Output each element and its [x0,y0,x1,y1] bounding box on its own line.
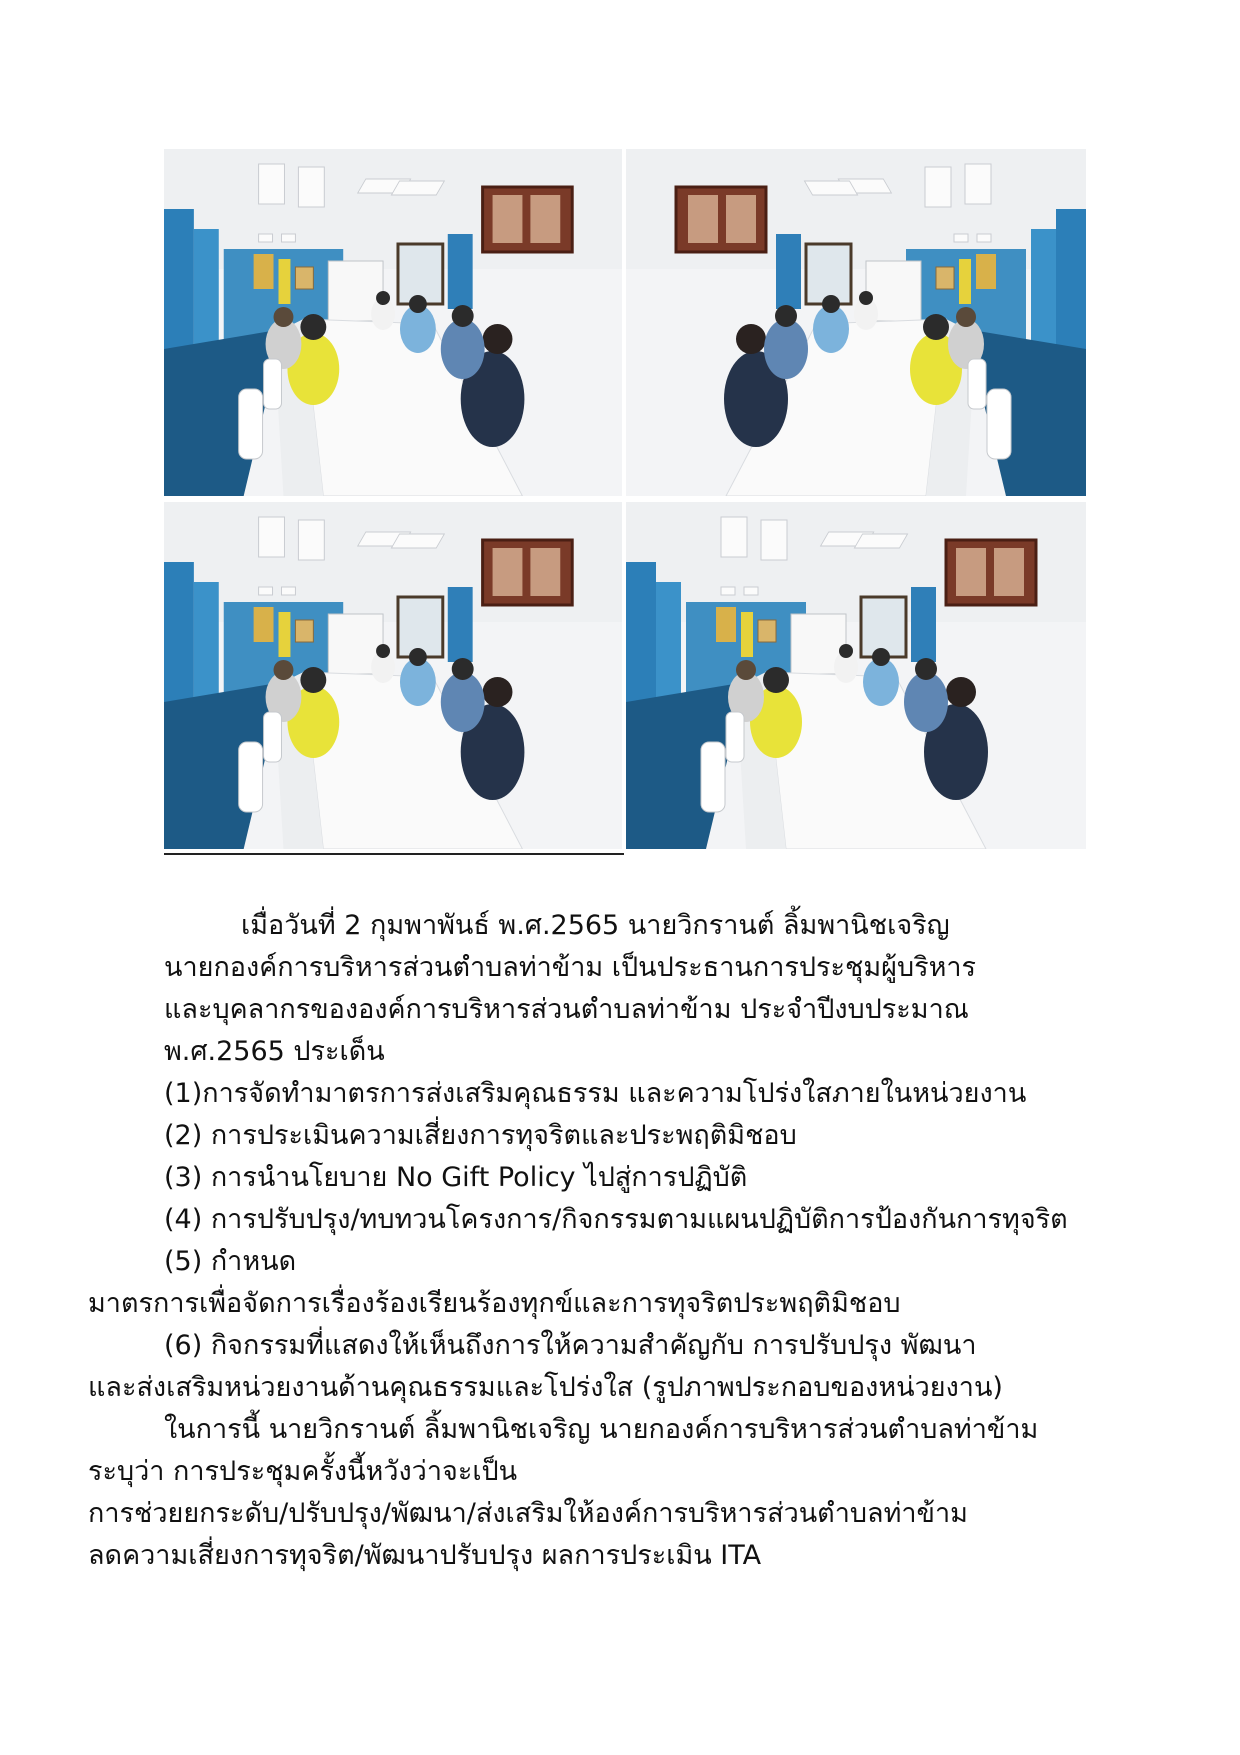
issue-5-cont: มาตรการเพื่อจัดการเรื่องร้องเรียนร้องทุกข์และการทุจริตประพฤติมิชอบ [88,1288,901,1319]
closing-line-4: ลดความเสี่ยงการทุจริต/พัฒนาปรับปรุง ผลการประเมิน ITA [88,1540,762,1571]
body-line-2: นายกองค์การบริหารส่วนตำบลท่าข้าม เป็นประธานการประชุมผู้บริหาร [164,952,977,983]
meeting-photo-3 [164,502,622,849]
issue-5: (5) กำหนด [164,1246,297,1277]
issue-1: (1)การจัดทำมาตรการส่งเสริมคุณธรรม และความโปร่งใสภายในหน่วยงาน [164,1078,1027,1109]
issue-3: (3) การนำนโยบาย No Gift Policy ไปสู่การปฏิบัติ [164,1162,748,1193]
issue-6-cont: และส่งเสริมหน่วยงานด้านคุณธรรมและโปร่งใส (รูปภาพประกอบของหน่วยงาน) [88,1372,1003,1403]
photo-divider [164,853,624,855]
body-line-4: พ.ศ.2565 ประเด็น [164,1036,385,1067]
issue-4: (4) การปรับปรุง/ทบทวนโครงการ/กิจกรรมตามแผนปฏิบัติการป้องกันการทุจริต [164,1204,1068,1235]
body-line-3: และบุคลากรขององค์การบริหารส่วนตำบลท่าข้าม ประจำปีงบประมาณ [164,994,969,1025]
issue-6: (6) กิจกรรมที่แสดงให้เห็นถึงการให้ความสำคัญกับ การปรับปรุง พัฒนา [164,1330,977,1361]
meeting-photo-1 [164,149,622,496]
meeting-photo-4 [626,502,1086,849]
issue-2: (2) การประเมินความเสี่ยงการทุจริตและประพฤติมิชอบ [164,1120,797,1151]
body-line-1: เมื่อวันที่ 2 กุมพาพันธ์ พ.ศ.2565 นายวิกรานต์ ลิ้มพานิชเจริญ [241,910,950,941]
meeting-photo-2 [626,149,1086,496]
photo-grid [164,149,1086,849]
closing-line-3: การช่วยยกระดับ/ปรับปรุง/พัฒนา/ส่งเสริมให้องค์การบริหารส่วนตำบลท่าข้าม [88,1498,968,1529]
closing-line-2: ระบุว่า การประชุมครั้งนี้หวังว่าจะเป็น [88,1456,518,1487]
closing-line-1: ในการนี้ นายวิกรานต์ ลิ้มพานิชเจริญ นายกองค์การบริหารส่วนตำบลท่าข้าม [164,1414,1039,1445]
